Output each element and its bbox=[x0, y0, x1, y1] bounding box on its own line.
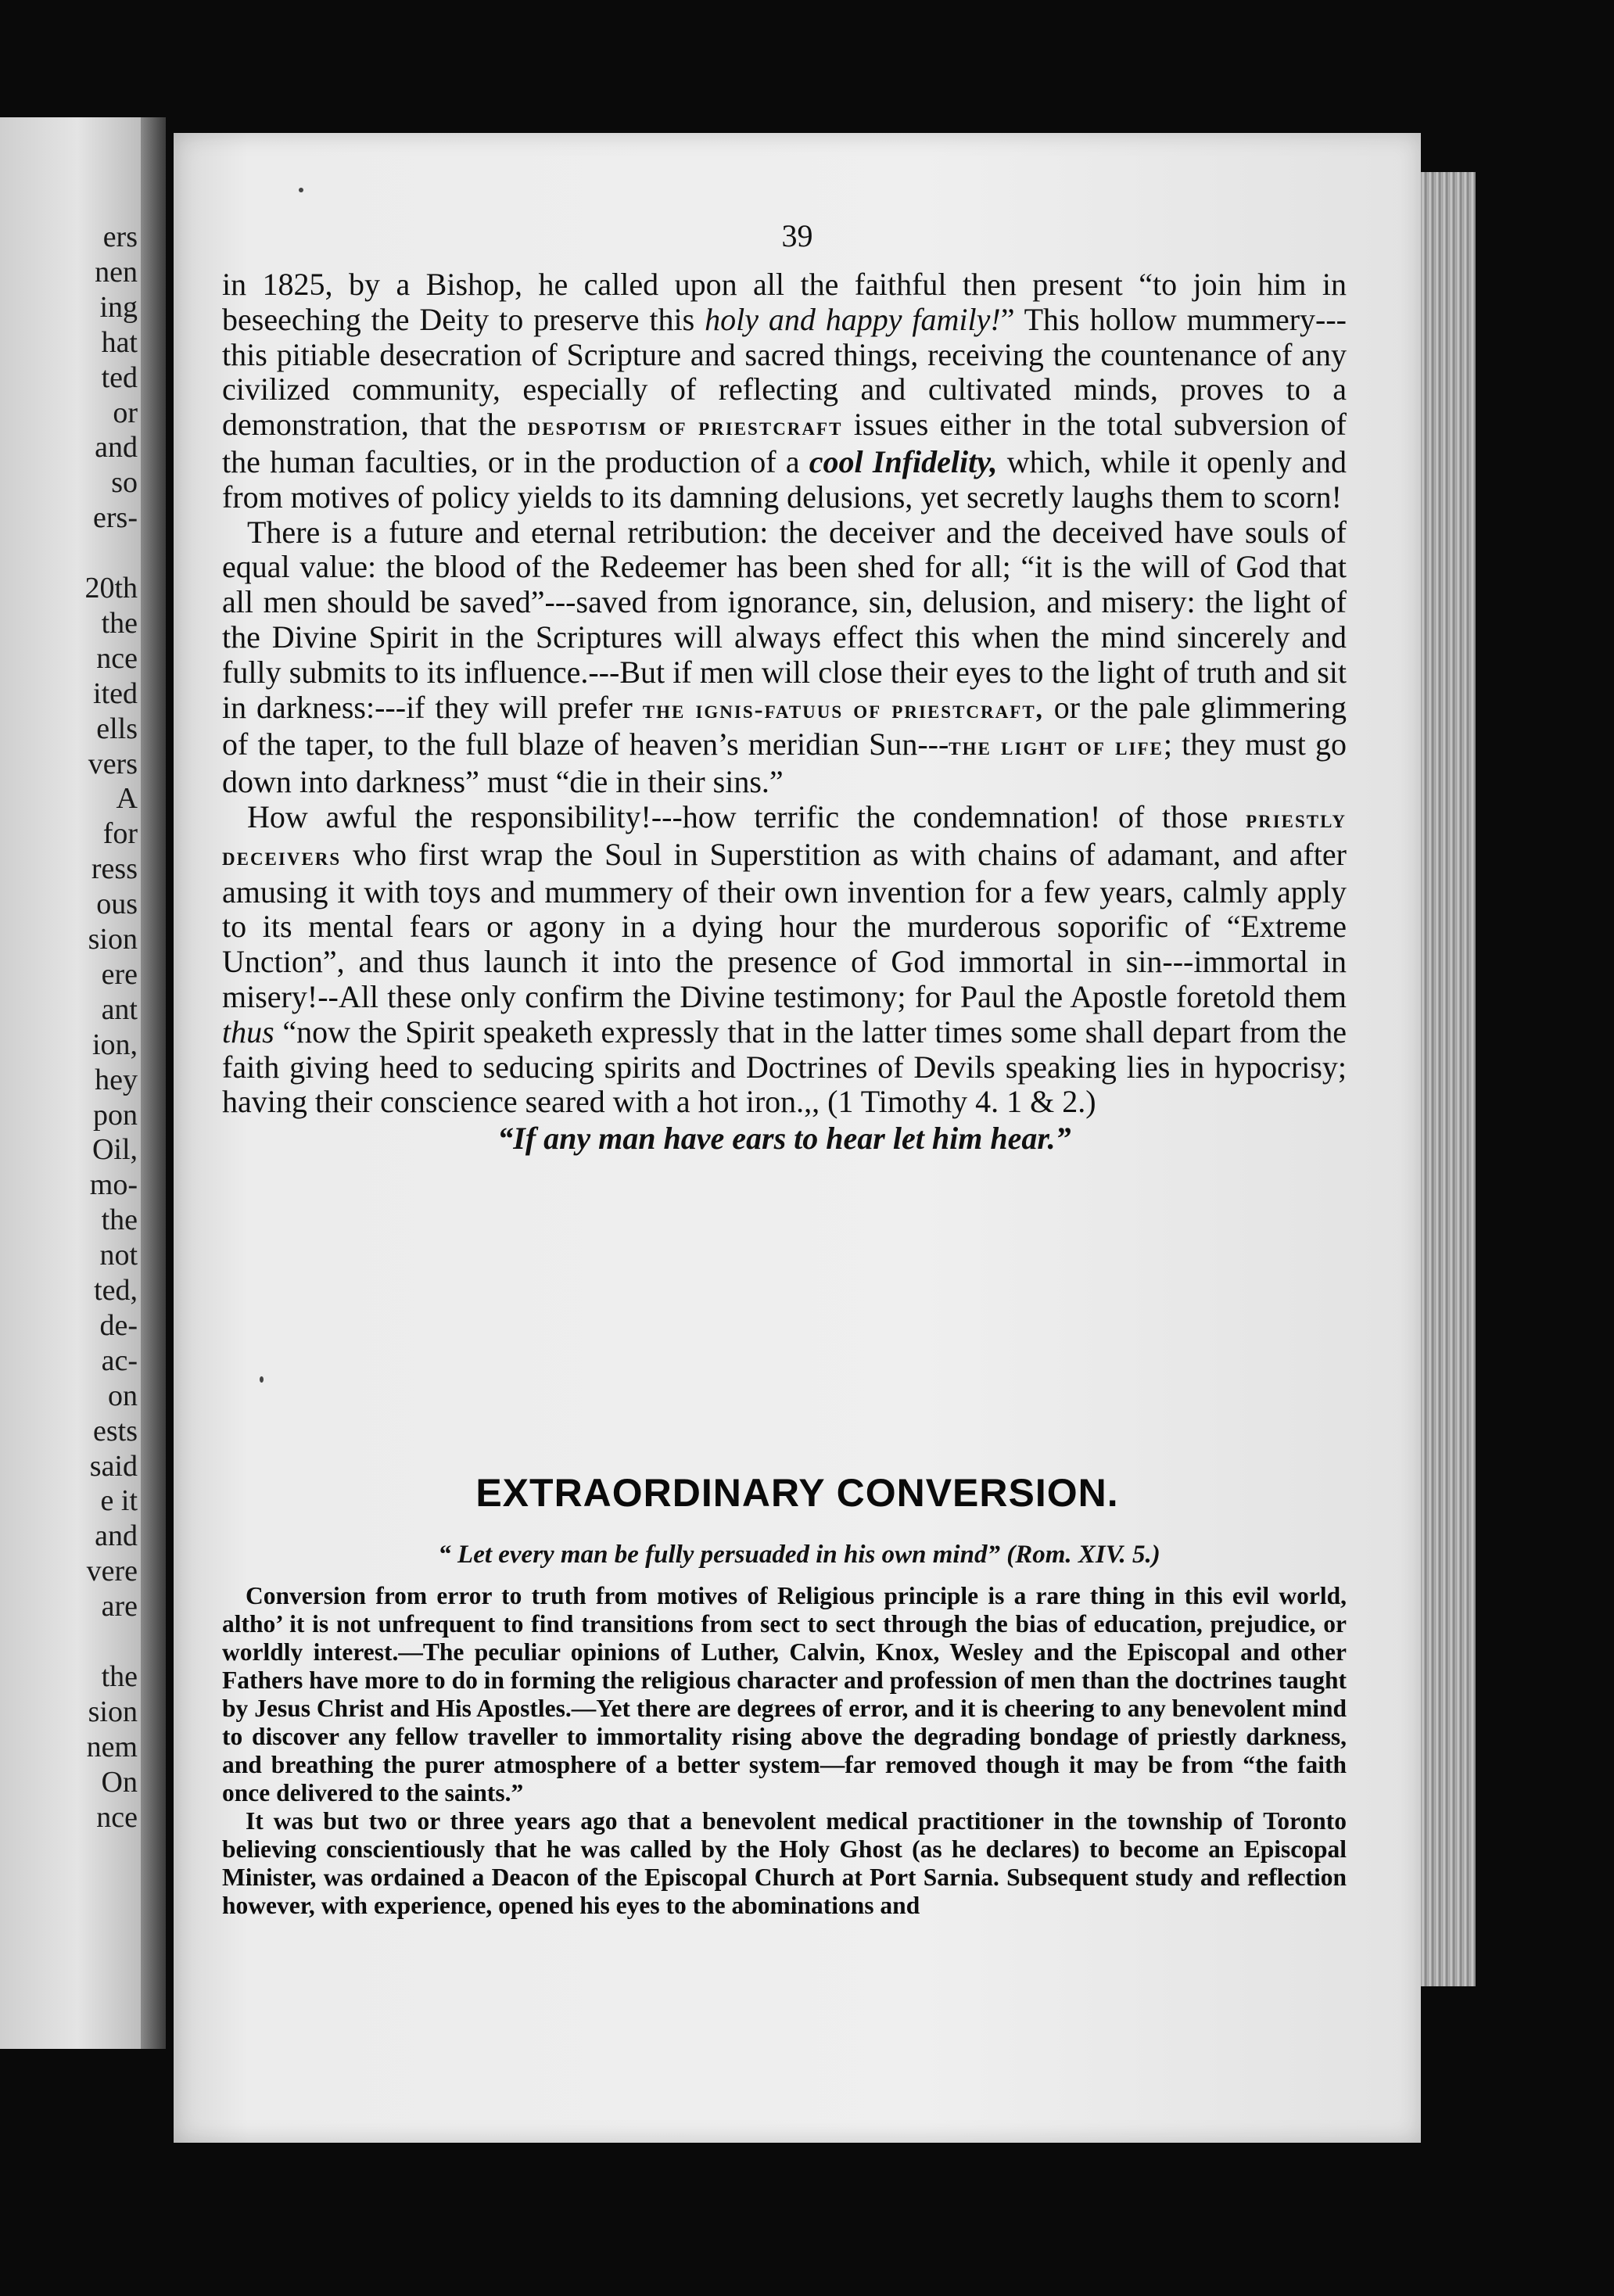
text-run: ” This hollow mummery---this pitiable desecration of Scripture and sacred things, receiving the countenance of any civilized community, especially of reflecting and cultivated minds, proves to a demonstration, that the bbox=[222, 301, 1347, 443]
fragment-line: on bbox=[108, 1379, 138, 1412]
fragment-line: On bbox=[101, 1765, 138, 1799]
italic-run: holy and happy family! bbox=[705, 301, 1001, 337]
fragment-line: vers bbox=[88, 747, 138, 780]
text-run: in 1825, by a Bishop, he called upon all the faithful then present “to join him in beseeching the Deity to preserve this bbox=[222, 267, 1347, 337]
fragment-line: 20th bbox=[84, 572, 138, 604]
article-paragraph-2: It was but two or three years ago that a benevolent medical practitioner in the township of Toronto believing conscientiously that he was called by the Holy Ghost (as he declares) to become an Episcopal Minister, was ordained a Deacon of the Episcopal Church at Port Sarnia. Subsequent study and reflection however, with experience, opened his eyes to the abominations and bbox=[222, 1807, 1347, 1919]
fragment-line: and bbox=[95, 431, 138, 465]
paper-speck bbox=[260, 1376, 264, 1383]
fragment-line: and bbox=[95, 1519, 138, 1553]
book-gutter bbox=[141, 117, 166, 2049]
fragment-line: hat bbox=[101, 325, 138, 359]
paragraph-1 bbox=[222, 267, 1347, 515]
fragment-line: so bbox=[111, 466, 138, 500]
fragment-line: ing bbox=[99, 290, 138, 324]
fragment-line: for bbox=[102, 817, 138, 851]
fragment-line: ant bbox=[101, 992, 138, 1026]
fragment-line: not bbox=[99, 1239, 138, 1272]
text-run: There is a future and eternal retribution: the deceiver and the deceived have souls of equal value: the blood of the Redeemer has been shed for all; “it is the will of God that all men should be saved”---saved from ignorance, sin, delusion, and misery: the light of the Divine Spirit in the Scriptures will always effect this when the mind sincerely and fully submits to its influence.---But if men will close their eyes to the light of truth and sit in darkness:---if they will prefer bbox=[222, 514, 1347, 725]
paper-speck bbox=[299, 188, 303, 192]
page-number: 39 bbox=[781, 218, 813, 253]
fragment-line: e it bbox=[100, 1484, 138, 1518]
fragment-line: the bbox=[101, 1204, 138, 1237]
fragment-line: nem bbox=[86, 1730, 138, 1763]
fragment-line: or bbox=[113, 396, 138, 429]
fragment-line: ous bbox=[96, 888, 138, 921]
fragment-line: ers- bbox=[93, 501, 138, 535]
text-run: issues either in the total subversion of the human faculties, or in the production of a bbox=[222, 407, 1347, 479]
fragment-line: Oil, bbox=[91, 1133, 138, 1167]
fragment-line: sion bbox=[88, 1695, 138, 1728]
book-page bbox=[174, 133, 1421, 2143]
fragment-line: ited bbox=[93, 676, 138, 710]
fragment-line: nen bbox=[95, 255, 138, 289]
fragment-line: ers bbox=[102, 221, 138, 253]
fragment-line: hey bbox=[95, 1063, 138, 1096]
text-run: How awful the responsibility!---how terrific the condemnation! of those bbox=[247, 798, 1246, 834]
fragment-line: mo- bbox=[89, 1168, 138, 1202]
fragment-line: the bbox=[101, 606, 138, 640]
text-run: who first wrap the Soul in Superstition as with chains of adamant, and after amusing it with toys and mummery of their own invention for a few years, calmly apply to its mental fears or agony in a dying hour the murderous soporific of “Extreme Unction”, and thus launch it into the presence of God immortal in sin---immortal in misery!--All these only confirm the Divine testimony; for Paul the Apostle foretold them bbox=[222, 836, 1347, 1014]
text-run: which, while it openly and from motives of policy yields to its damning delusions, yet secretly laughs them to scorn! bbox=[222, 443, 1347, 515]
fragment-line: sion bbox=[88, 923, 138, 956]
italic-run: thus bbox=[222, 1013, 274, 1049]
fragment-line: ress bbox=[91, 852, 138, 886]
paragraph-3 bbox=[222, 800, 1347, 1120]
fragment-line: nce bbox=[96, 1800, 138, 1834]
small-caps-run: the ignis-fatuus of priestcraft, bbox=[642, 695, 1044, 724]
text-run: or the pale glimmering of the taper, to the full blaze of heaven’s meridian Sun--- bbox=[222, 689, 1347, 762]
small-caps-run: despotism of priestcraft bbox=[527, 413, 843, 442]
text-run: ; they must go down into darkness” must “die in their sins.” bbox=[222, 726, 1347, 800]
fragment-line: ere bbox=[101, 957, 138, 991]
article-body bbox=[222, 1582, 1347, 1920]
epigraph: “ Let every man be fully persuaded in his own mind” (Rom. XIV. 5.) bbox=[438, 1541, 1160, 1569]
small-caps-run: priestly deceivers bbox=[222, 805, 1347, 871]
previous-page-fragment bbox=[0, 117, 141, 2049]
fragment-line: de- bbox=[99, 1308, 138, 1342]
small-caps-run: the light of life bbox=[949, 733, 1164, 762]
section-heading: EXTRAORDINARY CONVERSION. bbox=[475, 1471, 1119, 1515]
italic-run: cool Infidelity, bbox=[809, 443, 998, 479]
fragment-line: nce bbox=[96, 641, 138, 675]
fragment-line: ests bbox=[93, 1414, 138, 1448]
fragment-line: ted bbox=[101, 361, 138, 394]
fragment-line: the bbox=[101, 1659, 138, 1693]
page-edges bbox=[1421, 172, 1476, 1986]
closing-quote: “If any man have ears to hear let him hear.” bbox=[497, 1121, 1071, 1157]
fragment-line: ion, bbox=[91, 1028, 138, 1061]
paragraph-2 bbox=[222, 515, 1347, 800]
fragment-line: said bbox=[89, 1449, 138, 1483]
fragment-line: ted, bbox=[94, 1274, 138, 1307]
page-body bbox=[222, 267, 1347, 1157]
fragment-line: vere bbox=[86, 1555, 138, 1588]
text-run: “now the Spirit speaketh expressly that in the latter times some shall depart from the faith giving heed to seducing spirits and Doctrines of Devils speaking lies in hypocrisy; having their conscience seared with a hot iron.,, (1 Timothy 4. 1 & 2.) bbox=[222, 1013, 1347, 1120]
article-paragraph-1: Conversion from error to truth from motives of Religious principle is a rare thing in this evil world, altho’ it is not unfrequent to find transitions from sect to sect through the bias of education, prejudice, or worldly interest.—The peculiar opinions of Luther, Calvin, Knox, Wesley and the Episcopal and other Fathers have more to do in forming the religious character and profession of men than the doctrines taught by Jesus Christ and His Apostles.—Yet there are degrees of error, and it is cheering to any benevolent mind to discover any fellow traveller to immortality rising above the degrading bondage of priestly darkness, and breathing the purer atmosphere of a better system—far removed though it may be from “the faith once delivered to the saints.” bbox=[222, 1582, 1347, 1806]
fragment-line: ac- bbox=[101, 1344, 138, 1377]
fragment-line: are bbox=[101, 1590, 138, 1623]
fragment-line: ells bbox=[96, 712, 138, 745]
fragment-line: pon bbox=[93, 1098, 138, 1132]
fragment-line: A bbox=[116, 782, 138, 816]
